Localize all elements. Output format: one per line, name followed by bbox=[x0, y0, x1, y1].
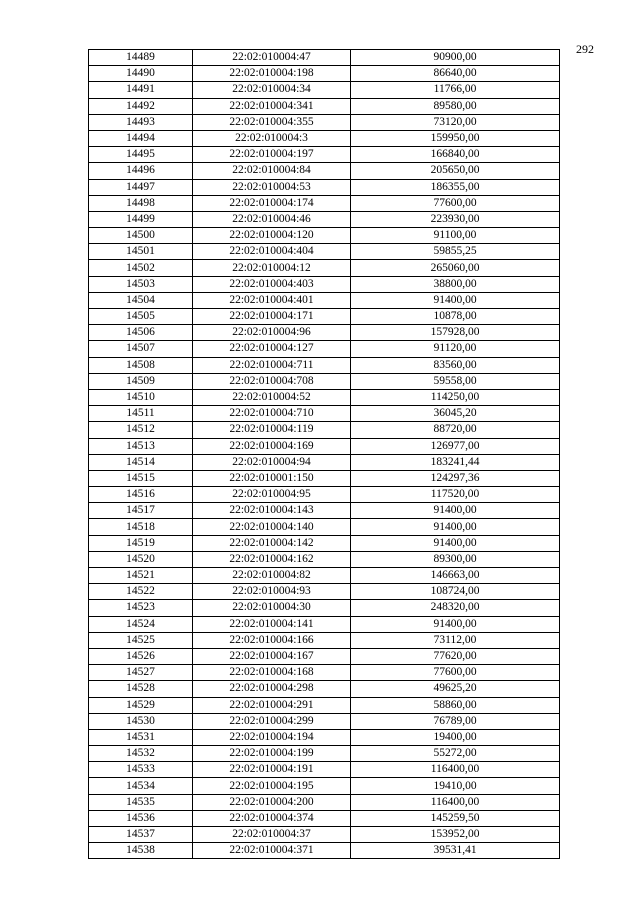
value-cell: 114250,00 bbox=[351, 389, 560, 405]
cadastral-number-cell: 22:02:010004:404 bbox=[193, 244, 351, 260]
table-row bbox=[89, 357, 560, 373]
value-cell: 223930,00 bbox=[351, 211, 560, 227]
row-number-cell: 14515 bbox=[89, 470, 193, 486]
value-cell: 248320,00 bbox=[351, 600, 560, 616]
value-cell: 145259,50 bbox=[351, 810, 560, 826]
row-number-cell: 14494 bbox=[89, 130, 193, 146]
cadastral-number-cell: 22:02:010004:84 bbox=[193, 163, 351, 179]
row-number-cell: 14537 bbox=[89, 827, 193, 843]
cadastral-number-cell: 22:02:010004:93 bbox=[193, 584, 351, 600]
row-number-cell: 14516 bbox=[89, 487, 193, 503]
value-cell: 89300,00 bbox=[351, 551, 560, 567]
value-cell: 183241,44 bbox=[351, 454, 560, 470]
table-row bbox=[89, 422, 560, 438]
cadastral-number-cell: 22:02:010001:150 bbox=[193, 470, 351, 486]
cadastral-number-cell: 22:02:010004:47 bbox=[193, 50, 351, 66]
cadastral-value-table bbox=[88, 49, 560, 859]
cadastral-number-cell: 22:02:010004:341 bbox=[193, 98, 351, 114]
table-row bbox=[89, 487, 560, 503]
table-row bbox=[89, 729, 560, 745]
row-number-cell: 14519 bbox=[89, 535, 193, 551]
cadastral-number-cell: 22:02:010004:142 bbox=[193, 535, 351, 551]
row-number-cell: 14530 bbox=[89, 713, 193, 729]
table-row bbox=[89, 616, 560, 632]
cadastral-number-cell: 22:02:010004:171 bbox=[193, 309, 351, 325]
row-number-cell: 14514 bbox=[89, 454, 193, 470]
cadastral-number-cell: 22:02:010004:374 bbox=[193, 810, 351, 826]
value-cell: 157928,00 bbox=[351, 325, 560, 341]
value-cell: 91400,00 bbox=[351, 535, 560, 551]
value-cell: 124297,36 bbox=[351, 470, 560, 486]
table-row bbox=[89, 568, 560, 584]
row-number-cell: 14526 bbox=[89, 648, 193, 664]
row-number-cell: 14499 bbox=[89, 211, 193, 227]
row-number-cell: 14538 bbox=[89, 843, 193, 859]
row-number-cell: 14496 bbox=[89, 163, 193, 179]
row-number-cell: 14517 bbox=[89, 503, 193, 519]
cadastral-number-cell: 22:02:010004:403 bbox=[193, 276, 351, 292]
cadastral-number-cell: 22:02:010004:143 bbox=[193, 503, 351, 519]
row-number-cell: 14512 bbox=[89, 422, 193, 438]
table-row bbox=[89, 244, 560, 260]
table-row bbox=[89, 66, 560, 82]
table-row bbox=[89, 325, 560, 341]
value-cell: 39531,41 bbox=[351, 843, 560, 859]
value-cell: 58860,00 bbox=[351, 697, 560, 713]
row-number-cell: 14504 bbox=[89, 292, 193, 308]
cadastral-number-cell: 22:02:010004:30 bbox=[193, 600, 351, 616]
value-cell: 265060,00 bbox=[351, 260, 560, 276]
cadastral-number-cell: 22:02:010004:162 bbox=[193, 551, 351, 567]
value-cell: 108724,00 bbox=[351, 584, 560, 600]
cadastral-number-cell: 22:02:010004:401 bbox=[193, 292, 351, 308]
cadastral-number-cell: 22:02:010004:197 bbox=[193, 147, 351, 163]
row-number-cell: 14502 bbox=[89, 260, 193, 276]
row-number-cell: 14524 bbox=[89, 616, 193, 632]
cadastral-number-cell: 22:02:010004:119 bbox=[193, 422, 351, 438]
value-cell: 49625,20 bbox=[351, 681, 560, 697]
value-cell: 11766,00 bbox=[351, 82, 560, 98]
table-row bbox=[89, 535, 560, 551]
cadastral-number-cell: 22:02:010004:710 bbox=[193, 406, 351, 422]
value-cell: 91400,00 bbox=[351, 616, 560, 632]
table-row bbox=[89, 260, 560, 276]
value-cell: 76789,00 bbox=[351, 713, 560, 729]
cadastral-number-cell: 22:02:010004:52 bbox=[193, 389, 351, 405]
cadastral-number-cell: 22:02:010004:200 bbox=[193, 794, 351, 810]
row-number-cell: 14510 bbox=[89, 389, 193, 405]
table-row bbox=[89, 746, 560, 762]
cadastral-number-cell: 22:02:010004:95 bbox=[193, 487, 351, 503]
value-cell: 59855,25 bbox=[351, 244, 560, 260]
table-row bbox=[89, 632, 560, 648]
table-row bbox=[89, 163, 560, 179]
table-row bbox=[89, 648, 560, 664]
cadastral-number-cell: 22:02:010004:94 bbox=[193, 454, 351, 470]
table-row bbox=[89, 827, 560, 843]
cadastral-number-cell: 22:02:010004:195 bbox=[193, 778, 351, 794]
cadastral-number-cell: 22:02:010004:34 bbox=[193, 82, 351, 98]
value-cell: 91400,00 bbox=[351, 519, 560, 535]
row-number-cell: 14495 bbox=[89, 147, 193, 163]
table-row bbox=[89, 762, 560, 778]
value-cell: 19400,00 bbox=[351, 729, 560, 745]
table-row bbox=[89, 373, 560, 389]
table-row bbox=[89, 389, 560, 405]
cadastral-number-cell: 22:02:010004:371 bbox=[193, 843, 351, 859]
row-number-cell: 14498 bbox=[89, 195, 193, 211]
table-row bbox=[89, 794, 560, 810]
cadastral-number-cell: 22:02:010004:96 bbox=[193, 325, 351, 341]
value-cell: 83560,00 bbox=[351, 357, 560, 373]
cadastral-number-cell: 22:02:010004:291 bbox=[193, 697, 351, 713]
value-cell: 146663,00 bbox=[351, 568, 560, 584]
table-row bbox=[89, 406, 560, 422]
cadastral-number-cell: 22:02:010004:174 bbox=[193, 195, 351, 211]
table-row bbox=[89, 211, 560, 227]
value-cell: 73112,00 bbox=[351, 632, 560, 648]
cadastral-number-cell: 22:02:010004:82 bbox=[193, 568, 351, 584]
row-number-cell: 14497 bbox=[89, 179, 193, 195]
value-cell: 77600,00 bbox=[351, 665, 560, 681]
cadastral-number-cell: 22:02:010004:355 bbox=[193, 114, 351, 130]
cadastral-number-cell: 22:02:010004:708 bbox=[193, 373, 351, 389]
table-row bbox=[89, 681, 560, 697]
value-cell: 159950,00 bbox=[351, 130, 560, 146]
cadastral-number-cell: 22:02:010004:46 bbox=[193, 211, 351, 227]
row-number-cell: 14505 bbox=[89, 309, 193, 325]
table-row bbox=[89, 195, 560, 211]
value-cell: 90900,00 bbox=[351, 50, 560, 66]
row-number-cell: 14525 bbox=[89, 632, 193, 648]
cadastral-number-cell: 22:02:010004:168 bbox=[193, 665, 351, 681]
row-number-cell: 14533 bbox=[89, 762, 193, 778]
table-row bbox=[89, 98, 560, 114]
value-cell: 91400,00 bbox=[351, 292, 560, 308]
row-number-cell: 14523 bbox=[89, 600, 193, 616]
row-number-cell: 14521 bbox=[89, 568, 193, 584]
table-row bbox=[89, 309, 560, 325]
cadastral-number-cell: 22:02:010004:299 bbox=[193, 713, 351, 729]
cadastral-number-cell: 22:02:010004:169 bbox=[193, 438, 351, 454]
cadastral-number-cell: 22:02:010004:141 bbox=[193, 616, 351, 632]
table-row bbox=[89, 810, 560, 826]
value-cell: 77600,00 bbox=[351, 195, 560, 211]
row-number-cell: 14493 bbox=[89, 114, 193, 130]
row-number-cell: 14536 bbox=[89, 810, 193, 826]
cadastral-number-cell: 22:02:010004:140 bbox=[193, 519, 351, 535]
table-row bbox=[89, 470, 560, 486]
table-row bbox=[89, 130, 560, 146]
value-cell: 55272,00 bbox=[351, 746, 560, 762]
table-row bbox=[89, 438, 560, 454]
value-cell: 116400,00 bbox=[351, 762, 560, 778]
table-row bbox=[89, 665, 560, 681]
value-cell: 126977,00 bbox=[351, 438, 560, 454]
table-row bbox=[89, 82, 560, 98]
table-row bbox=[89, 341, 560, 357]
row-number-cell: 14507 bbox=[89, 341, 193, 357]
value-cell: 91100,00 bbox=[351, 228, 560, 244]
value-cell: 116400,00 bbox=[351, 794, 560, 810]
cadastral-number-cell: 22:02:010004:12 bbox=[193, 260, 351, 276]
page-number: 292 bbox=[576, 42, 594, 56]
table-row bbox=[89, 519, 560, 535]
value-cell: 89580,00 bbox=[351, 98, 560, 114]
row-number-cell: 14520 bbox=[89, 551, 193, 567]
value-cell: 91400,00 bbox=[351, 503, 560, 519]
value-cell: 77620,00 bbox=[351, 648, 560, 664]
table-row bbox=[89, 50, 560, 66]
row-number-cell: 14492 bbox=[89, 98, 193, 114]
table-row bbox=[89, 503, 560, 519]
table-row bbox=[89, 292, 560, 308]
table-row bbox=[89, 600, 560, 616]
cadastral-number-cell: 22:02:010004:53 bbox=[193, 179, 351, 195]
value-cell: 19410,00 bbox=[351, 778, 560, 794]
row-number-cell: 14501 bbox=[89, 244, 193, 260]
row-number-cell: 14522 bbox=[89, 584, 193, 600]
cadastral-number-cell: 22:02:010004:167 bbox=[193, 648, 351, 664]
row-number-cell: 14518 bbox=[89, 519, 193, 535]
row-number-cell: 14534 bbox=[89, 778, 193, 794]
table-row bbox=[89, 114, 560, 130]
value-cell: 153952,00 bbox=[351, 827, 560, 843]
table-row bbox=[89, 713, 560, 729]
table-row bbox=[89, 276, 560, 292]
table-row bbox=[89, 584, 560, 600]
row-number-cell: 14528 bbox=[89, 681, 193, 697]
row-number-cell: 14489 bbox=[89, 50, 193, 66]
cadastral-number-cell: 22:02:010004:127 bbox=[193, 341, 351, 357]
value-cell: 117520,00 bbox=[351, 487, 560, 503]
row-number-cell: 14500 bbox=[89, 228, 193, 244]
table-row bbox=[89, 179, 560, 195]
cadastral-number-cell: 22:02:010004:3 bbox=[193, 130, 351, 146]
value-cell: 91120,00 bbox=[351, 341, 560, 357]
row-number-cell: 14535 bbox=[89, 794, 193, 810]
value-cell: 38800,00 bbox=[351, 276, 560, 292]
cadastral-number-cell: 22:02:010004:37 bbox=[193, 827, 351, 843]
table-row bbox=[89, 778, 560, 794]
table-row bbox=[89, 454, 560, 470]
cadastral-number-cell: 22:02:010004:298 bbox=[193, 681, 351, 697]
cadastral-number-cell: 22:02:010004:166 bbox=[193, 632, 351, 648]
row-number-cell: 14509 bbox=[89, 373, 193, 389]
row-number-cell: 14491 bbox=[89, 82, 193, 98]
cadastral-number-cell: 22:02:010004:191 bbox=[193, 762, 351, 778]
cadastral-number-cell: 22:02:010004:198 bbox=[193, 66, 351, 82]
value-cell: 166840,00 bbox=[351, 147, 560, 163]
table-body bbox=[89, 50, 560, 859]
row-number-cell: 14529 bbox=[89, 697, 193, 713]
row-number-cell: 14508 bbox=[89, 357, 193, 373]
table-row bbox=[89, 843, 560, 859]
row-number-cell: 14503 bbox=[89, 276, 193, 292]
table-row bbox=[89, 697, 560, 713]
cadastral-number-cell: 22:02:010004:199 bbox=[193, 746, 351, 762]
row-number-cell: 14531 bbox=[89, 729, 193, 745]
table-row bbox=[89, 228, 560, 244]
value-cell: 86640,00 bbox=[351, 66, 560, 82]
row-number-cell: 14513 bbox=[89, 438, 193, 454]
cadastral-number-cell: 22:02:010004:120 bbox=[193, 228, 351, 244]
row-number-cell: 14490 bbox=[89, 66, 193, 82]
value-cell: 205650,00 bbox=[351, 163, 560, 179]
value-cell: 36045,20 bbox=[351, 406, 560, 422]
cadastral-number-cell: 22:02:010004:711 bbox=[193, 357, 351, 373]
value-cell: 10878,00 bbox=[351, 309, 560, 325]
value-cell: 88720,00 bbox=[351, 422, 560, 438]
table-row bbox=[89, 147, 560, 163]
cadastral-number-cell: 22:02:010004:194 bbox=[193, 729, 351, 745]
row-number-cell: 14532 bbox=[89, 746, 193, 762]
row-number-cell: 14511 bbox=[89, 406, 193, 422]
value-cell: 59558,00 bbox=[351, 373, 560, 389]
row-number-cell: 14506 bbox=[89, 325, 193, 341]
value-cell: 73120,00 bbox=[351, 114, 560, 130]
row-number-cell: 14527 bbox=[89, 665, 193, 681]
value-cell: 186355,00 bbox=[351, 179, 560, 195]
table-row bbox=[89, 551, 560, 567]
